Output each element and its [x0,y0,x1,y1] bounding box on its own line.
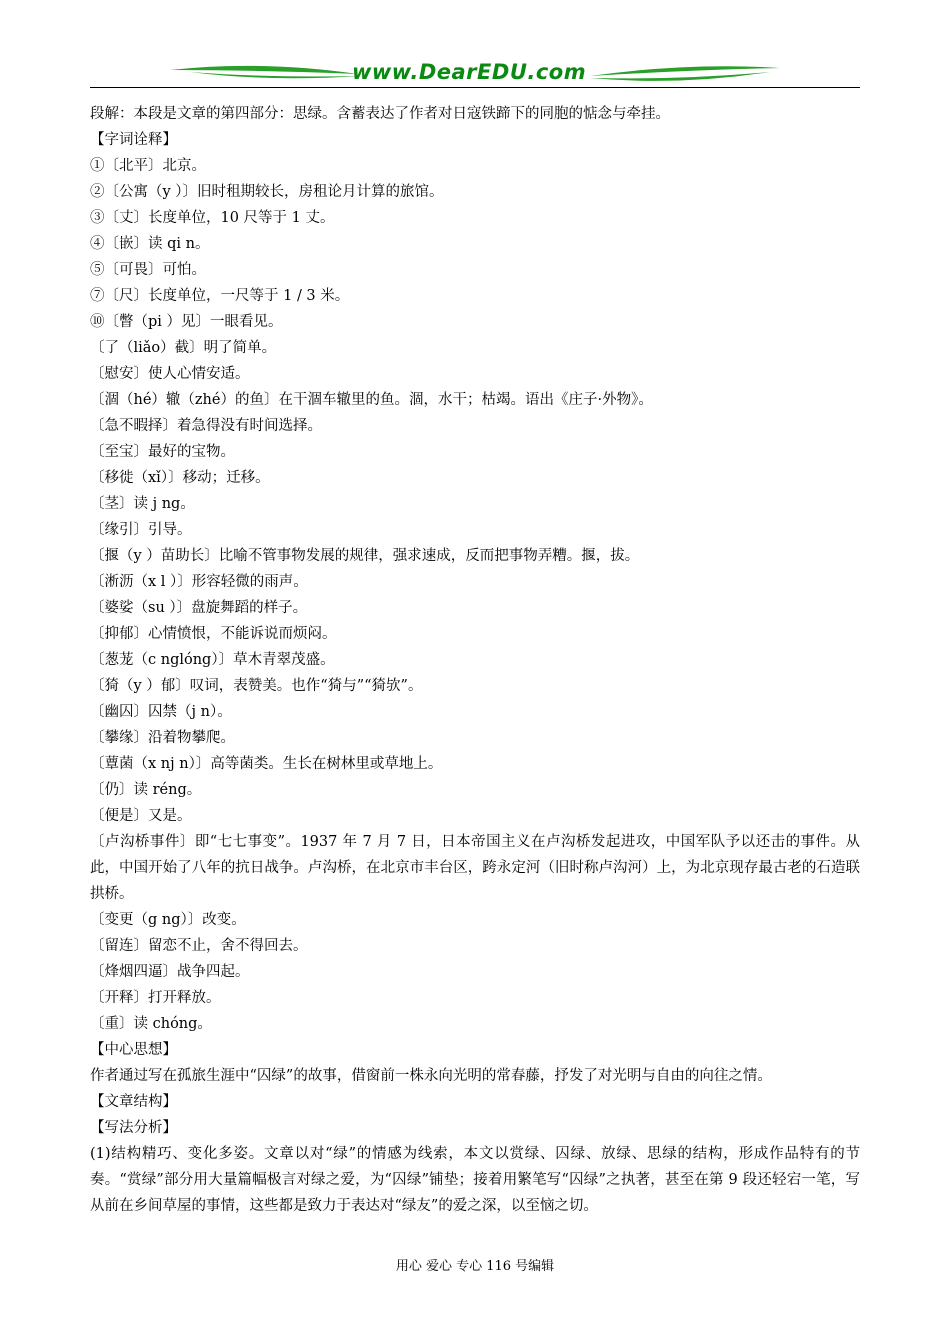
text-line: ①〔北平〕北京。 [90,158,206,174]
text-line: 〔涸（hé）辙（zhé）的鱼〕在干涸车辙里的鱼。涸，水干；枯竭。语出《庄子·外物》。 [90,392,653,408]
section-heading: 【字词诠释】 [90,132,177,148]
text-line: 〔移徙（xǐ）〕移动；迁移。 [90,470,270,486]
text-line: 〔攀缘〕沿着物攀爬。 [90,730,235,746]
text-line: 〔烽烟四逼〕战争四起。 [90,964,250,980]
text-line: 〔留连〕留恋不止，舍不得回去。 [90,938,308,954]
text-line: 〔仍〕读 réng。 [90,782,202,798]
text-line: ⑦〔尺〕长度单位，一尺等于 1 / 3 米。 [90,288,350,304]
text-line: 〔幽囚〕囚禁（j n）。 [90,704,232,720]
text-line: 〔淅沥（x l ）〕形容轻微的雨声。 [90,574,308,590]
text-line: ④〔嵌〕读 qi n。 [90,236,210,252]
text-line: 〔揠（y ）苗助长〕比喻不管事物发展的规律，强求速成，反而把事物弄糟。揠，拔。 [90,548,640,564]
text-line: 〔开释〕打开释放。 [90,990,221,1006]
text-line: 〔重〕读 chóng。 [90,1016,212,1032]
text-line: 〔便是〕又是。 [90,808,192,824]
text-line: ⑩〔瞥（pi ）见〕一眼看见。 [90,314,283,330]
text-line: 〔了（liǎo）截〕明了简单。 [90,340,277,356]
text-line: 〔慰安〕使人心情安适。 [90,366,250,382]
document-body [90,101,860,1219]
page-footer: 用心 爱心 专心 116 号编辑 [395,1259,555,1274]
text-line: 〔猗（y ）郁〕叹词，表赞美。也作“猗与”“猗欤”。 [90,678,423,694]
text-line: 〔葱茏（c nglóng）〕草木青翠茂盛。 [90,652,335,668]
section-heading: 【文章结构】 [90,1094,177,1110]
page-header [90,58,860,90]
text-line: 〔抑郁〕心情愤恨，不能诉说而烦闷。 [90,626,337,642]
text-line: 〔缘引〕引导。 [90,522,192,538]
section-heading: 【中心思想】 [90,1042,177,1058]
text-line: 〔至宝〕最好的宝物。 [90,444,235,460]
text-line: ③〔丈〕长度单位，10 尺等于 1 丈。 [90,210,335,226]
header-divider [90,87,860,88]
text-line: 〔蕈菌（x nj n）〕高等菌类。生长在树林里或草地上。 [90,756,443,772]
site-logo-text: www.DearEDU.com [352,60,587,84]
text-line: 〔变更（g ng）〕改变。 [90,912,246,928]
text-line: 〔茎〕读 j ng。 [90,496,195,512]
text-line: 段解：本段是文章的第四部分：思绿。含蓄表达了作者对日寇铁蹄下的同胞的惦念与牵挂。 [90,106,670,122]
text-line: ②〔公寓（y ）〕旧时租期较长，房租论月计算的旅馆。 [90,184,444,200]
text-line: 〔婆娑（su ）〕盘旋舞蹈的样子。 [90,600,308,616]
paragraph-writing-analysis: (1)结构精巧、变化多姿。文章以对“绿”的情感为线索，本文以赏绿、囚绿、放绿、思绿的结构，形成作品特有的节奏。“赏绿”部分用大量篇幅极言对绿之爱，为“囚绿”铺垫；接着用繁笔写“囚绿”之执著，甚至在第 9 段还轻宕一笔，写从前在乡间草屋的事情，这些都是致力于表达对“绿友”的爱之深，以至恼之切。 [90,1146,860,1214]
paragraph-lugouqiao: 〔卢沟桥事件〕即“七七事变”。1937 年 7 月 7 日，日本帝国主义在卢沟桥发起进攻，中国军队予以还击的事件。从此，中国开始了八年的抗日战争。卢沟桥，在北京市丰台区，跨永定河（旧时称卢沟河）上，为北京现存最古老的石造联拱桥。 [90,834,860,902]
section-heading: 【写法分析】 [90,1120,177,1136]
text-line: 〔急不暇择〕着急得没有时间选择。 [90,418,322,434]
text-line: ⑤〔可畏〕可怕。 [90,262,206,278]
paragraph-central-idea: 作者通过写在孤旅生涯中“囚绿”的故事，借窗前一株永向光明的常春藤，抒发了对光明与自由的向往之情。 [90,1068,772,1084]
